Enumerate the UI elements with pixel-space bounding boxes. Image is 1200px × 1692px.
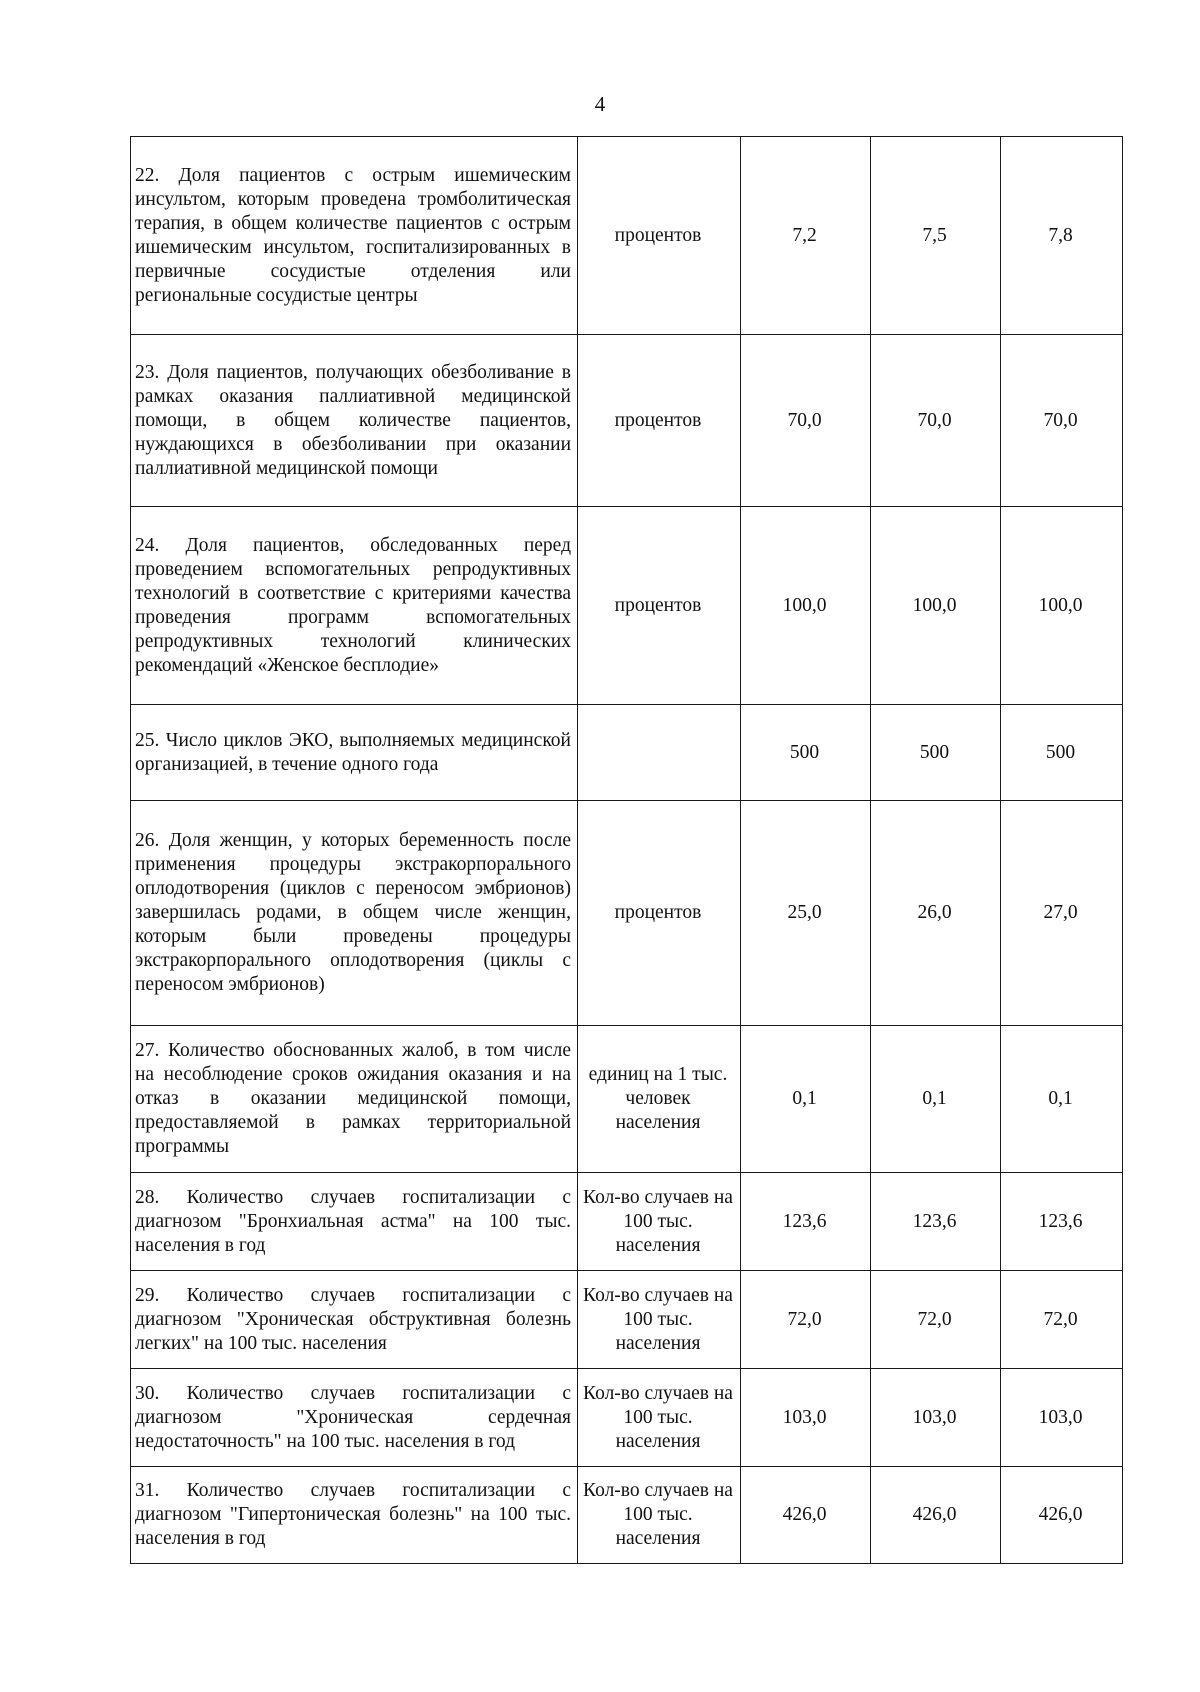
indicator-value-year-3: 426,0 <box>1001 1467 1123 1564</box>
indicator-value-year-1: 25,0 <box>741 801 871 1026</box>
indicator-unit: единиц на 1 тыс. человек населения <box>578 1026 741 1173</box>
indicator-value-year-2: 72,0 <box>871 1271 1001 1369</box>
indicator-value-year-1: 426,0 <box>741 1467 871 1564</box>
indicator-value-year-1: 70,0 <box>741 335 871 507</box>
indicator-value-year-1: 7,2 <box>741 137 871 335</box>
page-number: 4 <box>594 92 606 116</box>
indicators-table <box>130 136 1123 1564</box>
table-row <box>131 137 1123 335</box>
indicator-value-year-3: 0,1 <box>1001 1026 1123 1173</box>
table-row <box>131 507 1123 705</box>
indicator-value-year-2: 100,0 <box>871 507 1001 705</box>
indicator-description: 29. Количество случаев госпитализации с диагнозом "Хроническая обструктивная болезнь легких" на 100 тыс. населения <box>131 1271 578 1369</box>
table-row <box>131 1173 1123 1271</box>
indicator-value-year-2: 123,6 <box>871 1173 1001 1271</box>
table-row <box>131 1369 1123 1467</box>
indicator-value-year-3: 7,8 <box>1001 137 1123 335</box>
indicator-description: 27. Количество обоснованных жалоб, в том числе на несоблюдение сроков ожидания оказания и на отказ в оказании медицинской помощи, предоставляемой в рамках территориальной программы <box>131 1026 578 1173</box>
indicator-unit: процентов <box>578 137 741 335</box>
indicator-value-year-1: 500 <box>741 705 871 801</box>
table-row <box>131 335 1123 507</box>
indicator-value-year-2: 7,5 <box>871 137 1001 335</box>
indicator-value-year-2: 103,0 <box>871 1369 1001 1467</box>
indicator-value-year-3: 27,0 <box>1001 801 1123 1026</box>
indicator-unit: процентов <box>578 335 741 507</box>
indicator-unit: процентов <box>578 507 741 705</box>
indicator-description: 25. Число циклов ЭКО, выполняемых медицинской организацией, в течение одного года <box>131 705 578 801</box>
indicator-description: 26. Доля женщин, у которых беременность после применения процедуры экстракорпорального оплодотворения (циклов с переносом эмбрионов) завершилась родами, в общем числе женщин, которым были проведены процедуры экстракорпорального оплодотворения (циклы с переносом эмбрионов) <box>131 801 578 1026</box>
indicator-description: 22. Доля пациентов с острым ишемическим инсультом, которым проведена тромболитическая терапия, в общем количестве пациентов с острым ишемическим инсультом, госпитализированных в первичные сосудистые отделения или региональные сосудистые центры <box>131 137 578 335</box>
indicator-unit <box>578 705 741 801</box>
indicator-value-year-3: 103,0 <box>1001 1369 1123 1467</box>
indicator-value-year-2: 426,0 <box>871 1467 1001 1564</box>
indicator-value-year-1: 123,6 <box>741 1173 871 1271</box>
indicator-value-year-3: 70,0 <box>1001 335 1123 507</box>
table-row <box>131 1271 1123 1369</box>
indicator-description: 28. Количество случаев госпитализации с диагнозом "Бронхиальная астма" на 100 тыс. населения в год <box>131 1173 578 1271</box>
indicator-description: 24. Доля пациентов, обследованных перед проведением вспомогательных репродуктивных технологий в соответствие с критериями качества проведения программ вспомогательных репродуктивных технологий клинических рекомендаций «Женское бесплодие» <box>131 507 578 705</box>
indicator-unit: Кол-во случаев на 100 тыс. населения <box>578 1369 741 1467</box>
indicator-unit: Кол-во случаев на 100 тыс. населения <box>578 1271 741 1369</box>
table-row <box>131 801 1123 1026</box>
indicator-value-year-3: 100,0 <box>1001 507 1123 705</box>
indicator-value-year-1: 103,0 <box>741 1369 871 1467</box>
indicators-table-body <box>131 137 1123 1564</box>
indicator-description: 30. Количество случаев госпитализации с диагнозом "Хроническая сердечная недостаточность" на 100 тыс. населения в год <box>131 1369 578 1467</box>
indicator-unit: процентов <box>578 801 741 1026</box>
indicator-description: 31. Количество случаев госпитализации с диагнозом "Гипертоническая болезнь" на 100 тыс. населения в год <box>131 1467 578 1564</box>
table-row <box>131 1467 1123 1564</box>
indicator-value-year-2: 500 <box>871 705 1001 801</box>
indicator-value-year-1: 0,1 <box>741 1026 871 1173</box>
indicator-description: 23. Доля пациентов, получающих обезболивание в рамках оказания паллиативной медицинской помощи, в общем количестве пациентов, нуждающихся в обезболивании при оказании паллиативной медицинской помощи <box>131 335 578 507</box>
indicator-value-year-3: 123,6 <box>1001 1173 1123 1271</box>
table-row <box>131 1026 1123 1173</box>
indicator-value-year-2: 70,0 <box>871 335 1001 507</box>
indicator-value-year-2: 26,0 <box>871 801 1001 1026</box>
indicator-value-year-2: 0,1 <box>871 1026 1001 1173</box>
indicator-value-year-3: 72,0 <box>1001 1271 1123 1369</box>
indicator-unit: Кол-во случаев на 100 тыс. населения <box>578 1467 741 1564</box>
table-row <box>131 705 1123 801</box>
indicator-unit: Кол-во случаев на 100 тыс. населения <box>578 1173 741 1271</box>
indicator-value-year-3: 500 <box>1001 705 1123 801</box>
indicator-value-year-1: 72,0 <box>741 1271 871 1369</box>
indicator-value-year-1: 100,0 <box>741 507 871 705</box>
